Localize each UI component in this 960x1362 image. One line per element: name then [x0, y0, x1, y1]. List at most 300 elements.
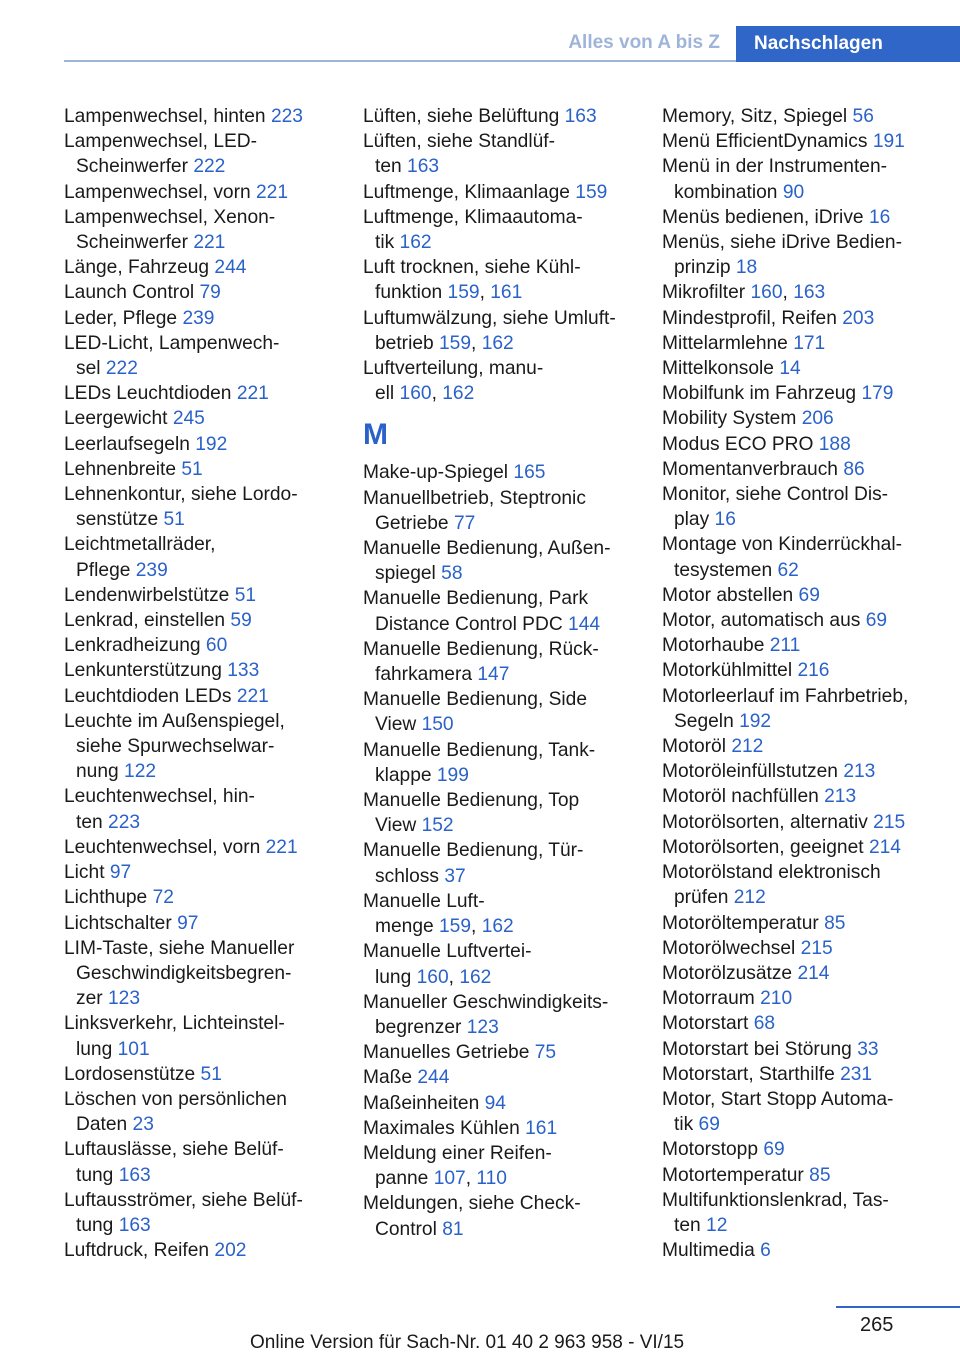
- page-reference-link[interactable]: 223: [108, 811, 141, 833]
- index-entry: [64, 709, 334, 785]
- page-reference-link[interactable]: 77: [453, 512, 476, 534]
- index-term: Mobilfunk im Fahrzeug: [662, 383, 857, 405]
- index-term: Lenkradheizung: [64, 635, 201, 657]
- index-term: Lehnenkontur, siehe Lordo- senstütze: [64, 484, 298, 531]
- header-section-title[interactable]: Alles von A bis Z: [568, 32, 720, 53]
- page-reference-link[interactable]: 163: [407, 156, 440, 178]
- page-reference-link[interactable]: 14: [779, 358, 801, 380]
- index-entry: [662, 482, 932, 532]
- index-entry: [64, 104, 334, 129]
- page-reference-link[interactable]: 239: [135, 559, 168, 581]
- page-reference-link[interactable]: 12: [706, 1214, 728, 1236]
- index-term: Mobility System: [662, 408, 797, 430]
- index-entry: [363, 788, 633, 838]
- index-term: Mikrofilter: [662, 282, 746, 304]
- index-entry: [64, 255, 334, 280]
- index-entry: [64, 331, 334, 381]
- index-term: Licht: [64, 862, 105, 884]
- index-entry: [662, 1188, 932, 1238]
- page-reference-link[interactable]: 97: [109, 862, 132, 884]
- index-term: LIM-Taste, siehe Manueller Geschwindigkeitsbegren- zer: [64, 937, 295, 1010]
- index-term: Manuelle Bedienung, Side View: [363, 689, 588, 736]
- index-term: Lampenwechsel, LED- Scheinwerfer: [64, 131, 258, 178]
- index-term: Manuelle Bedienung, Park Distance Control PDC: [363, 588, 589, 635]
- page-reference-link[interactable]: 239: [182, 307, 215, 329]
- page-header: [0, 0, 960, 62]
- index-entry: [662, 734, 932, 759]
- index-term: Leergewicht: [64, 408, 168, 430]
- index-entry: [363, 586, 633, 636]
- page-reference-link[interactable]: 79: [199, 282, 221, 304]
- index-term: Multimedia: [662, 1240, 755, 1262]
- page-reference-link[interactable]: 6: [760, 1240, 771, 1262]
- page-reference-link[interactable]: 222: [105, 358, 138, 380]
- page-reference-link[interactable]: 162: [442, 383, 475, 405]
- index-entry: [64, 205, 334, 255]
- page-reference-link[interactable]: 51: [234, 584, 257, 606]
- index-term: Motorstart bei Störung: [662, 1038, 852, 1060]
- index-entry: [64, 306, 334, 331]
- index-entry: [662, 986, 932, 1011]
- index-term: Montage von Kinderrückhal- tesystemen: [662, 534, 902, 581]
- index-entry: [363, 1116, 633, 1141]
- page-reference-link[interactable]: 159: [439, 332, 472, 354]
- index-entry: [662, 356, 932, 381]
- page-reference-link[interactable]: 244: [214, 257, 247, 279]
- index-term: Motorstopp: [662, 1139, 758, 1161]
- index-term: Mindestprofil, Reifen: [662, 307, 837, 329]
- index-entry: [363, 1065, 633, 1090]
- index-entry: [363, 990, 633, 1040]
- page-reference-link[interactable]: 162: [481, 332, 514, 354]
- index-term: Luftausströmer, siehe Belüf- tung: [64, 1189, 303, 1236]
- page-reference-link[interactable]: 69: [763, 1139, 785, 1161]
- index-entry: [64, 180, 334, 205]
- index-entry: [64, 406, 334, 431]
- index-term: Motorraum: [662, 988, 755, 1010]
- index-term: Modus ECO PRO: [662, 433, 814, 455]
- page-reference-link[interactable]: 223: [270, 106, 303, 127]
- index-entry: [662, 759, 932, 784]
- page-reference-link[interactable]: 16: [868, 206, 891, 228]
- page-reference-link[interactable]: 163: [118, 1214, 151, 1236]
- index-entry: Mikrofilter 160, 163: [662, 282, 826, 304]
- index-term: Menü EfficientDynamics: [662, 131, 868, 153]
- index-term: Manuelle Luft- menge: [363, 890, 485, 938]
- index-entry: [64, 1188, 334, 1238]
- index-term: Manuelle Bedienung, Tank- klappe: [363, 739, 596, 786]
- index-term: Motorölzusätze: [662, 962, 793, 984]
- index-entry: [64, 608, 334, 633]
- index-entry: [662, 684, 932, 734]
- index-term: Lüften, siehe Belüftung: [363, 106, 560, 127]
- index-entry: [64, 784, 334, 834]
- index-entry: [662, 432, 932, 457]
- page-reference-link[interactable]: 62: [777, 559, 799, 581]
- index-term: Leuchtenwechsel, vorn: [64, 836, 261, 858]
- index-term: Luftdruck, Reifen: [64, 1240, 210, 1262]
- page-reference-link[interactable]: 191: [872, 131, 905, 153]
- page-reference-link[interactable]: 179: [861, 383, 894, 405]
- footer-version-text: Online Version für Sach-Nr. 01 40 2 963 958 - VI/15: [250, 1332, 685, 1353]
- index-term: Manuelle Bedienung, Außen- spiegel: [363, 538, 611, 585]
- index-term: Motoröl nachfüllen: [662, 786, 819, 808]
- index-term: LED-Licht, Lampenwech- sel: [64, 332, 280, 380]
- index-term: Menü in der Instrumenten- kombination: [662, 156, 888, 203]
- index-entry: [64, 280, 334, 305]
- page-reference-link[interactable]: 221: [236, 383, 269, 405]
- index-term: Lüften, siehe Standlüf- ten: [363, 131, 556, 178]
- index-term: Leuchte im Außenspiegel, siehe Spurwechselwar- nung: [64, 710, 285, 783]
- page-reference-link[interactable]: 159: [447, 282, 480, 304]
- page-reference-link[interactable]: 221: [193, 232, 226, 254]
- page-reference-link[interactable]: 81: [442, 1218, 464, 1240]
- index-term: Lendenwirbelstütze: [64, 584, 230, 606]
- page-reference-link[interactable]: 213: [824, 786, 857, 808]
- index-entry: [363, 205, 633, 255]
- index-term: Meldung einer Reifen- panne: [363, 1142, 552, 1190]
- index-entry: [662, 154, 932, 204]
- page-reference-link[interactable]: 212: [731, 736, 764, 758]
- page-reference-link[interactable]: 75: [534, 1042, 557, 1064]
- index-term: Leder, Pflege: [64, 307, 178, 329]
- index-entry: [363, 637, 633, 687]
- index-entry: [64, 1087, 334, 1137]
- index-entry: [363, 460, 633, 485]
- index-entry: [363, 536, 633, 586]
- index-entry: [64, 129, 334, 179]
- index-term: Länge, Fahrzeug: [64, 257, 210, 279]
- index-entry: [64, 482, 334, 532]
- index-term: Memory, Sitz, Spiegel: [662, 106, 848, 127]
- index-term: Lehnenbreite: [64, 458, 177, 480]
- page-reference-link[interactable]: 122: [124, 761, 157, 783]
- footer-divider: [836, 1306, 960, 1308]
- index-term: Manuelle Bedienung, Rück- fahrkamera: [363, 638, 599, 686]
- index-entry: [64, 1062, 334, 1087]
- index-entry: [662, 961, 932, 986]
- page-reference-link[interactable]: 162: [399, 232, 432, 254]
- page-reference-link[interactable]: 107: [433, 1168, 466, 1190]
- index-entry: [363, 104, 633, 129]
- index-entry: [662, 457, 932, 482]
- index-term: Lampenwechsel, hinten: [64, 106, 266, 127]
- index-entry: [662, 1062, 932, 1087]
- index-entry: [662, 860, 932, 910]
- index-entry: [662, 658, 932, 683]
- index-term: Linksverkehr, Lichteinstel- lung: [64, 1013, 285, 1060]
- page-reference-link[interactable]: 16: [714, 509, 736, 531]
- index-term: Motorstart, Starthilfe: [662, 1063, 835, 1085]
- page-reference-link[interactable]: 188: [818, 433, 851, 455]
- index-term: Motor, automatisch aus: [662, 610, 861, 632]
- index-entry: [662, 230, 932, 280]
- index-entry: [662, 331, 932, 356]
- page-reference-link[interactable]: 231: [840, 1063, 873, 1085]
- page-reference-link[interactable]: 33: [857, 1038, 879, 1060]
- index-entry: [363, 687, 633, 737]
- index-term: Lenkunterstützung: [64, 660, 222, 682]
- page-reference-link[interactable]: 147: [477, 664, 510, 686]
- index-entry: [64, 885, 334, 910]
- page-reference-link[interactable]: 69: [698, 1114, 720, 1136]
- page-reference-link[interactable]: 60: [205, 635, 228, 657]
- page-reference-link[interactable]: 162: [459, 966, 492, 988]
- index-entry: [662, 205, 932, 230]
- page-reference-link[interactable]: 162: [481, 916, 514, 938]
- page-reference-link[interactable]: 245: [172, 408, 205, 430]
- index-term: Leerlaufsegeln: [64, 433, 190, 455]
- index-entry: [363, 1040, 633, 1065]
- index-entry: [662, 633, 932, 658]
- index-term: Luftverteilung, manu- ell: [363, 358, 544, 405]
- page-reference-link[interactable]: 97: [177, 912, 199, 934]
- page-reference-link[interactable]: 150: [421, 714, 454, 736]
- page-reference-link[interactable]: 216: [797, 660, 830, 682]
- index-entry: [64, 1238, 334, 1263]
- index-term: Motoröltemperatur: [662, 912, 819, 934]
- index-entry: Manuelle Luftvertei- lung 160, 162: [363, 941, 532, 988]
- index-term: Manuelle Bedienung, Top View: [363, 790, 580, 837]
- index-entry: [662, 104, 932, 129]
- index-term: Motorölwechsel: [662, 937, 796, 959]
- index-entry: [662, 129, 932, 154]
- index-column-3: [662, 104, 932, 1263]
- page-reference-link[interactable]: 86: [843, 458, 865, 480]
- index-term: Lichthupe: [64, 887, 148, 909]
- index-term: Lampenwechsel, Xenon- Scheinwerfer: [64, 206, 276, 254]
- index-entry: [662, 784, 932, 809]
- index-term: Mittelarmlehne: [662, 332, 788, 354]
- index-term: Manuelles Getriebe: [363, 1042, 530, 1064]
- index-term: Motortemperatur: [662, 1164, 804, 1186]
- page-reference-link[interactable]: 163: [118, 1164, 151, 1186]
- page-number: 265: [860, 1314, 894, 1336]
- index-term: Leichtmetallräder, Pflege: [64, 534, 216, 581]
- index-entry: [64, 1137, 334, 1187]
- index-entry: [662, 406, 932, 431]
- index-term: Maße: [363, 1067, 413, 1089]
- page-reference-link[interactable]: 215: [800, 937, 833, 959]
- page-reference-link[interactable]: 192: [739, 710, 772, 732]
- index-entry: [662, 1011, 932, 1036]
- index-term: Luft trocknen, siehe Kühl- funktion: [363, 257, 581, 304]
- index-entry: [64, 936, 334, 1012]
- page-reference-link[interactable]: 202: [214, 1240, 247, 1262]
- index-term: Menüs bedienen, iDrive: [662, 206, 864, 228]
- index-term: Motorhaube: [662, 635, 765, 657]
- index-term: Manueller Geschwindigkeits- begrenzer: [363, 991, 609, 1038]
- page-reference-link[interactable]: 69: [798, 584, 820, 606]
- page-reference-link[interactable]: 160: [399, 383, 432, 405]
- page-reference-link[interactable]: 221: [256, 181, 289, 203]
- index-term: Monitor, siehe Control Dis- play: [662, 484, 889, 531]
- page-reference-link[interactable]: 85: [824, 912, 846, 934]
- page-reference-link[interactable]: 56: [852, 106, 874, 127]
- index-term: Motorölsorten, alternativ: [662, 811, 868, 833]
- index-term: Luftauslässe, siehe Belüf- tung: [64, 1139, 284, 1186]
- index-entry: [64, 532, 334, 582]
- index-entry: [662, 306, 932, 331]
- page-reference-link[interactable]: 152: [421, 815, 454, 837]
- page-reference-link[interactable]: 222: [193, 156, 226, 178]
- index-term: Motor, Start Stopp Automa- tik: [662, 1088, 894, 1136]
- index-entry: [662, 1238, 932, 1263]
- index-term: Lordosenstütze: [64, 1063, 196, 1085]
- page-reference-link[interactable]: 51: [181, 458, 203, 480]
- index-entry: [662, 1087, 932, 1137]
- page-reference-link[interactable]: 133: [227, 660, 260, 682]
- page-reference-link[interactable]: 69: [865, 610, 888, 632]
- page-reference-link[interactable]: 101: [117, 1038, 150, 1060]
- page-reference-link[interactable]: 110: [476, 1168, 507, 1190]
- page-reference-link[interactable]: 18: [735, 257, 758, 279]
- page-reference-link[interactable]: 210: [760, 988, 793, 1010]
- index-term: Momentanverbrauch: [662, 458, 838, 480]
- index-entry: Meldung einer Reifen- panne 107, 110: [363, 1142, 552, 1190]
- header-tab-nachschlagen[interactable]: Nachschlagen: [736, 26, 960, 62]
- page-reference-link[interactable]: 90: [782, 181, 805, 203]
- index-entry: [662, 1037, 932, 1062]
- index-term: Motorstart: [662, 1013, 749, 1035]
- index-term: Motoröl: [662, 736, 726, 758]
- index-term: Maßeinheiten: [363, 1092, 480, 1114]
- index-entry: [363, 129, 633, 179]
- page-reference-link[interactable]: 68: [753, 1013, 776, 1035]
- page-reference-link[interactable]: 212: [733, 887, 766, 909]
- page-reference-link[interactable]: 37: [444, 865, 466, 887]
- index-term: Meldungen, siehe Check- Control: [363, 1193, 581, 1240]
- index-entry: [662, 1137, 932, 1162]
- page-reference-link[interactable]: 159: [439, 916, 472, 938]
- index-entry: [662, 381, 932, 406]
- page-reference-link[interactable]: 213: [843, 761, 876, 783]
- page-reference-link[interactable]: 161: [490, 282, 523, 304]
- page-reference-link[interactable]: 211: [769, 635, 801, 657]
- index-entry: [64, 633, 334, 658]
- index-term: Motoröleinfüllstutzen: [662, 761, 838, 783]
- page-reference-link[interactable]: 206: [801, 408, 834, 430]
- index-entry: [64, 1011, 334, 1061]
- letter-heading: M: [363, 418, 388, 452]
- page-reference-link[interactable]: 94: [484, 1092, 506, 1114]
- index-entry: Luftumwälzung, siehe Umluft- betrieb 159, 162: [363, 307, 616, 354]
- index-entry: [662, 608, 932, 633]
- index-term: Luftumwälzung, siehe Umluft- betrieb: [363, 307, 616, 354]
- index-entry: Luft trocknen, siehe Kühl- funktion 159, 161: [363, 257, 581, 304]
- index-entry: [662, 1163, 932, 1188]
- page-reference-link[interactable]: 161: [525, 1117, 558, 1139]
- index-column-1: [64, 104, 334, 1263]
- index-entry: [662, 810, 932, 835]
- index-term: Lampenwechsel, vorn: [64, 181, 251, 203]
- page-reference-link[interactable]: 199: [436, 764, 469, 786]
- page-reference-link[interactable]: 123: [466, 1016, 499, 1038]
- index-entry: Manuelle Luft- menge 159, 162: [363, 890, 514, 938]
- index-term: Luftmenge, Klimaautoma- tik: [363, 206, 583, 254]
- page-reference-link[interactable]: 221: [265, 836, 298, 858]
- page-reference-link[interactable]: 58: [441, 563, 463, 585]
- index-column-2: [363, 104, 633, 1242]
- header-divider: [64, 60, 736, 62]
- index-term: Motorölsorten, geeignet: [662, 836, 864, 858]
- page-reference-link[interactable]: 51: [163, 509, 185, 531]
- index-term: Manuellbetrieb, Steptronic Getriebe: [363, 487, 586, 534]
- page-reference-link[interactable]: 215: [873, 811, 906, 833]
- page-reference-link[interactable]: 203: [842, 307, 875, 329]
- index-term: Motorkühlmittel: [662, 660, 793, 682]
- page-reference-link[interactable]: 221: [236, 685, 269, 707]
- page-reference-link[interactable]: 23: [132, 1114, 154, 1136]
- index-entry: [64, 457, 334, 482]
- index-term: Luftmenge, Klimaanlage: [363, 181, 570, 203]
- index-entry: [363, 1191, 633, 1241]
- index-term: Lenkrad, einstellen: [64, 610, 226, 632]
- page-reference-link[interactable]: 160: [750, 282, 783, 304]
- page-reference-link[interactable]: 72: [152, 887, 174, 909]
- page-reference-link[interactable]: 59: [230, 610, 252, 632]
- index-term: Motorölstand elektronisch prüfen: [662, 862, 881, 909]
- index-term: Lichtschalter: [64, 912, 172, 934]
- page-reference-link[interactable]: 163: [793, 282, 826, 304]
- index-term: Menüs, siehe iDrive Bedien- prinzip: [662, 232, 902, 279]
- index-entry: [363, 486, 633, 536]
- page-reference-link[interactable]: 171: [793, 332, 826, 354]
- index-term: Manuelle Bedienung, Tür- schloss: [363, 840, 584, 887]
- index-term: Leuchtdioden LEDs: [64, 685, 232, 707]
- index-entry: [64, 860, 334, 885]
- index-term: Multifunktionslenkrad, Tas- ten: [662, 1189, 889, 1236]
- page-reference-link[interactable]: 214: [797, 962, 830, 984]
- page-reference-link[interactable]: 85: [809, 1164, 831, 1186]
- index-entry: [64, 911, 334, 936]
- page-reference-link[interactable]: 165: [513, 462, 546, 484]
- index-entry: [363, 1091, 633, 1116]
- index-term: Launch Control: [64, 282, 195, 304]
- page-reference-link[interactable]: 51: [200, 1063, 222, 1085]
- index-term: Maximales Kühlen: [363, 1117, 520, 1139]
- page-reference-link[interactable]: 123: [108, 988, 141, 1010]
- index-term: Leuchtenwechsel, hin- ten: [64, 786, 255, 833]
- index-term: Motorleerlauf im Fahrbetrieb, Segeln: [662, 685, 909, 732]
- page-reference-link[interactable]: 159: [575, 181, 608, 203]
- index-entry: [64, 381, 334, 406]
- index-entry: [662, 532, 932, 582]
- page-reference-link[interactable]: 214: [868, 836, 901, 858]
- index-entry: [662, 936, 932, 961]
- index-term: Make-up-Spiegel: [363, 462, 509, 484]
- page-reference-link[interactable]: 160: [416, 966, 449, 988]
- index-entry: [64, 583, 334, 608]
- index-entry: [363, 738, 633, 788]
- index-term: Motor abstellen: [662, 584, 794, 606]
- index-entry: [363, 838, 633, 888]
- index-entry: [662, 911, 932, 936]
- index-term: Mittelkonsole: [662, 358, 774, 380]
- page-reference-link[interactable]: 163: [564, 106, 597, 127]
- page-reference-link[interactable]: 244: [417, 1067, 450, 1089]
- index-term: Löschen von persönlichen Daten: [64, 1088, 287, 1136]
- index-entry: [64, 684, 334, 709]
- index-entry: [662, 835, 932, 860]
- index-term: LEDs Leuchtdioden: [64, 383, 232, 405]
- page-reference-link[interactable]: 144: [568, 613, 601, 635]
- index-entry: [363, 180, 633, 205]
- index-entry: [64, 835, 334, 860]
- page-reference-link[interactable]: 192: [195, 433, 228, 455]
- index-entry: [662, 583, 932, 608]
- index-entry: Luftverteilung, manu- ell 160, 162: [363, 358, 544, 405]
